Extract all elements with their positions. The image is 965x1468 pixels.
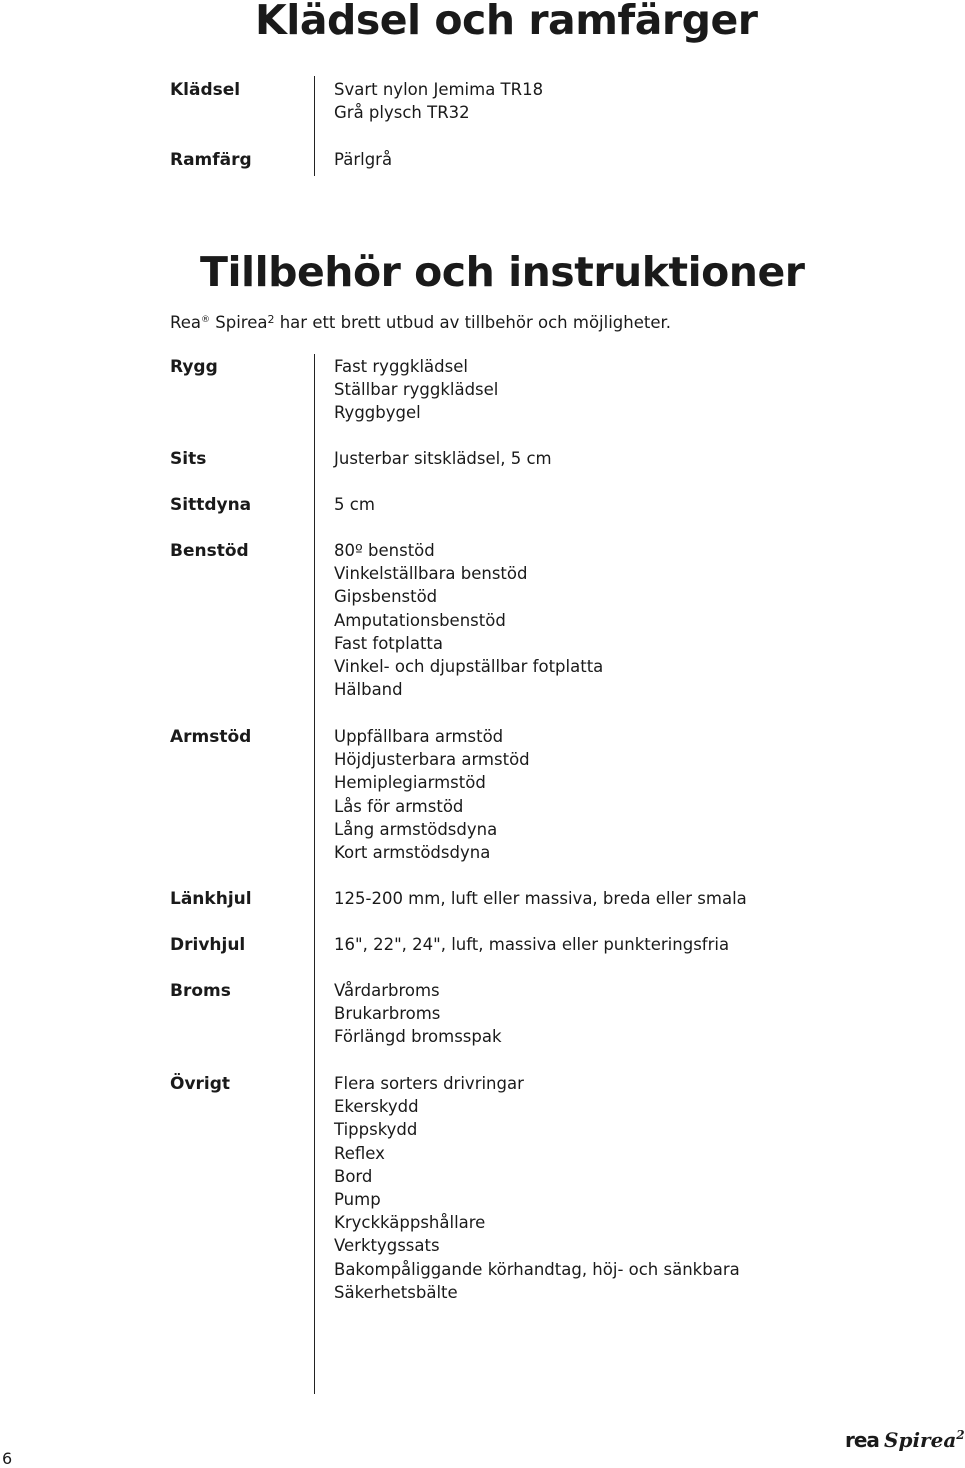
list-item: Lång armstödsdyna (334, 819, 498, 839)
row-label-other: Övrigt (170, 1074, 231, 1094)
row-label-back: Rygg (170, 357, 218, 377)
list-item: Pärlgrå (334, 150, 393, 169)
row-label-legrest: Benstöd (170, 541, 249, 561)
list-item: Fast fotplatta (334, 633, 443, 653)
list-item: Bord (334, 1166, 373, 1186)
row-label-castor-wheels: Länkhjul (170, 889, 252, 909)
list-item: Kort armstödsdyna (334, 842, 491, 862)
rea-spirea-logo (845, 1428, 965, 1452)
divider-line-main (314, 354, 315, 1394)
row-items-back (334, 355, 498, 425)
list-item: Flera sorters drivringar (334, 1074, 524, 1093)
list-item: Reflex (334, 1143, 385, 1163)
list-item: Grå plysch TR32 (334, 103, 470, 123)
list-item: 16", 22", 24", luft, massiva eller punkteringsfria (334, 935, 730, 954)
row-items-armrest (334, 725, 530, 864)
list-item: 80º benstöd (334, 541, 435, 560)
row-items-brakes (334, 979, 502, 1049)
intro-text (170, 308, 671, 335)
list-item: Svart nylon Jemima TR18 (334, 80, 544, 99)
list-item: Bakompåliggande körhandtag, höj- och sänkbara (334, 1259, 740, 1279)
logo-rea: rea (845, 1428, 879, 1452)
list-item: Ryggbygel (334, 403, 421, 423)
row-label-drive-wheels: Drivhjul (170, 935, 246, 955)
row-items-castor-wheels (334, 887, 747, 910)
row-label-seat-cushion: Sittdyna (170, 495, 252, 515)
intro-brand: Rea (170, 313, 201, 332)
list-item: Ekerskydd (334, 1097, 419, 1117)
logo-superscript: 2 (956, 1428, 965, 1442)
row-items-other (334, 1072, 740, 1304)
row-items-seat (334, 447, 552, 470)
list-item: Tippskydd (334, 1120, 418, 1140)
row-label-brakes: Broms (170, 981, 231, 1001)
list-item: Hemiplegiarmstöd (334, 773, 486, 793)
list-item: Gipsbenstöd (334, 587, 438, 607)
list-item: 5 cm (334, 495, 375, 514)
list-item: Amputationsbenstöd (334, 610, 506, 630)
row-items-frame-color (334, 148, 392, 171)
row-label-upholstery: Klädsel (170, 80, 241, 100)
intro-product: Spirea (215, 313, 268, 332)
list-item: Hälband (334, 680, 403, 700)
row-label-seat: Sits (170, 449, 207, 469)
row-label-frame-color: Ramfärg (170, 150, 252, 170)
intro-superscript: 2 (267, 313, 275, 326)
row-items-upholstery (334, 78, 543, 124)
row-items-drive-wheels (334, 933, 729, 956)
list-item: Vinkelställbara benstöd (334, 564, 528, 584)
list-item: 125-200 mm, luft eller massiva, breda eller smala (334, 889, 747, 908)
row-items-seat-cushion (334, 493, 375, 516)
list-item: Ställbar ryggklädsel (334, 380, 499, 400)
list-item: Verktygssats (334, 1236, 440, 1256)
heading-clothing-frame-colors: Klädsel och ramfärger (255, 0, 758, 44)
list-item: Säkerhetsbälte (334, 1282, 458, 1302)
list-item: Pump (334, 1189, 381, 1209)
list-item: Kryckkäppshållare (334, 1213, 486, 1233)
row-items-legrest (334, 539, 603, 701)
list-item: Uppfällbara armstöd (334, 727, 504, 746)
row-label-armrest: Armstöd (170, 727, 252, 747)
list-item: Fast ryggklädsel (334, 357, 468, 376)
list-item: Justerbar sitsklädsel, 5 cm (334, 449, 552, 468)
heading-accessories-instructions: Tillbehör och instruktioner (200, 248, 805, 296)
list-item: Brukarbroms (334, 1004, 441, 1024)
intro-sentence: har ett brett utbud av tillbehör och möjligheter. (279, 313, 672, 332)
registered-mark: ® (201, 315, 210, 325)
list-item: Lås för armstöd (334, 796, 464, 816)
list-item: Höjdjusterbara armstöd (334, 750, 530, 770)
list-item: Förlängd bromsspak (334, 1027, 502, 1047)
list-item: Vinkel- och djupställbar fotplatta (334, 656, 604, 676)
page-number: 6 (2, 1449, 13, 1468)
list-item: Vårdarbroms (334, 981, 440, 1000)
divider-line-top (314, 76, 315, 176)
logo-spirea: Spirea (884, 1428, 957, 1452)
